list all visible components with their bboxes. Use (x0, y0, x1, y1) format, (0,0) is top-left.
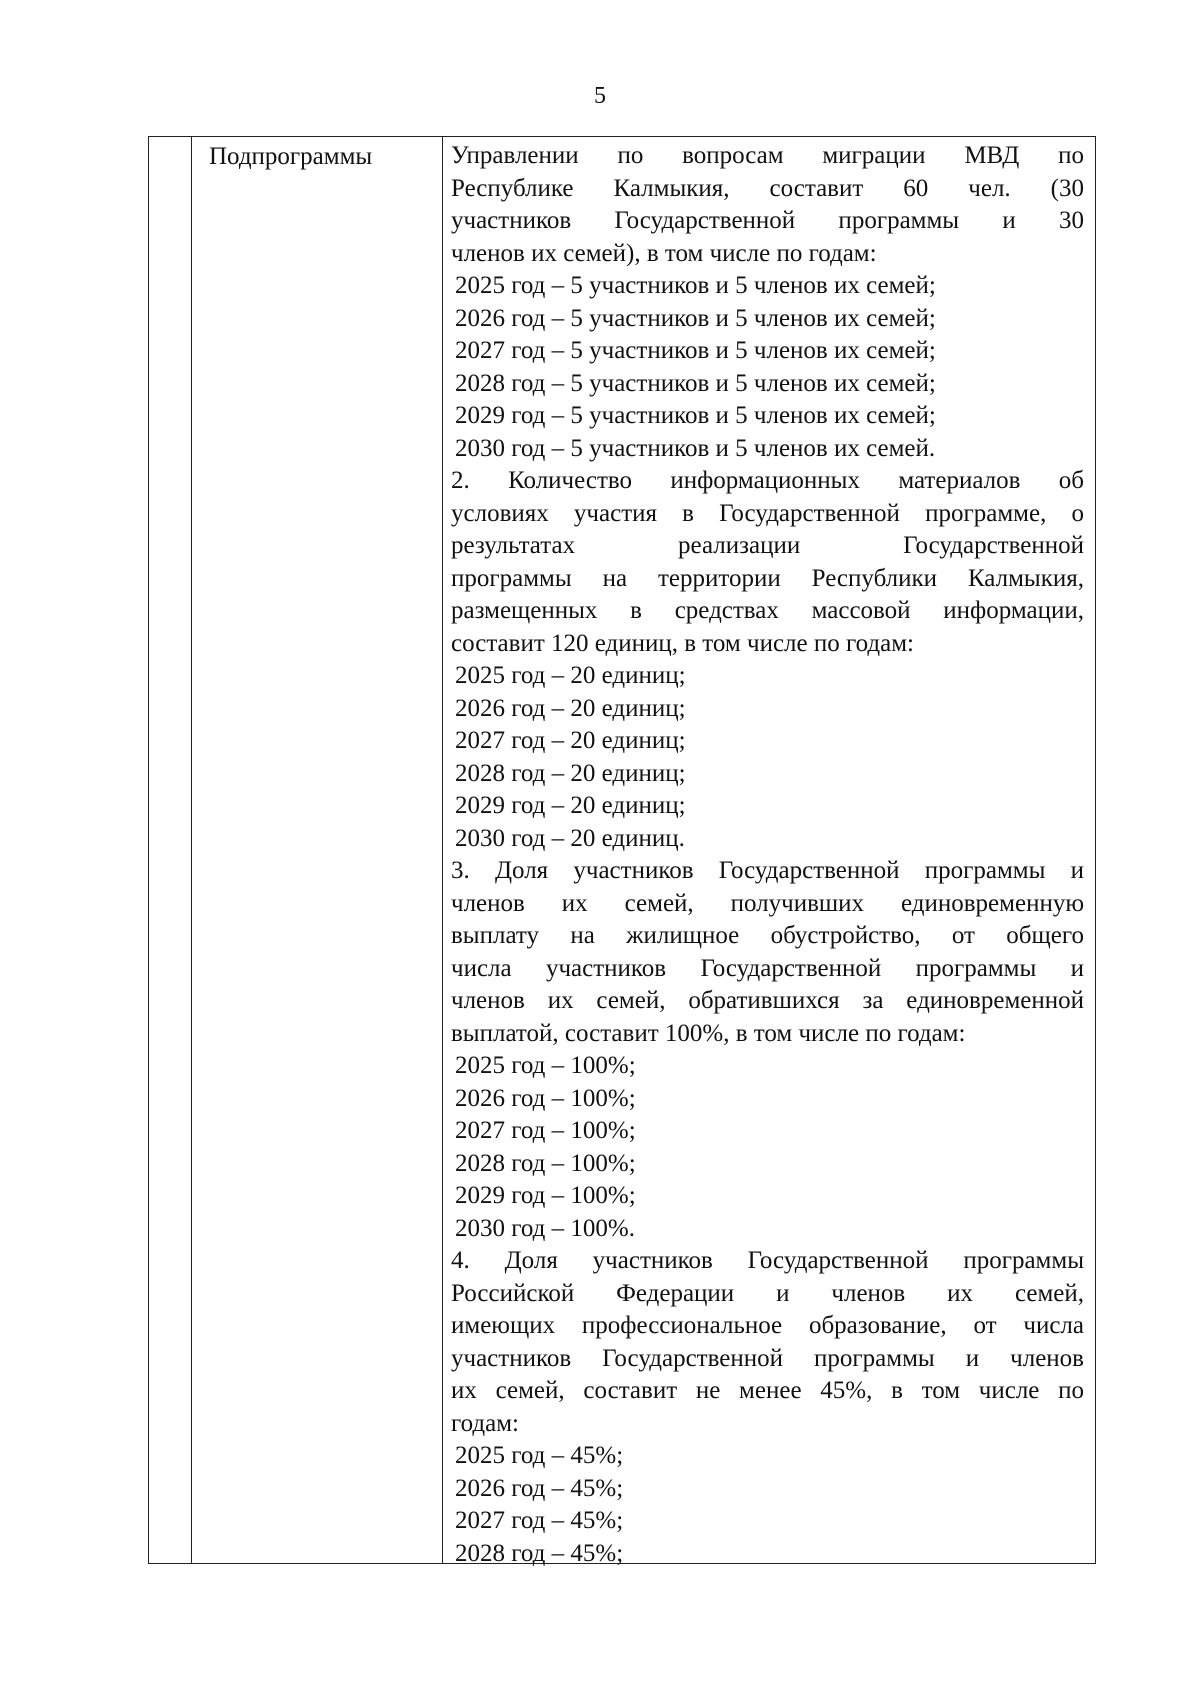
text-line: 4. Доля участников Государственной программы (451, 1247, 1084, 1274)
page-number: 5 (594, 83, 606, 109)
year-line: 2028 год – 100%; (455, 1149, 636, 1177)
text-line: участников Государственной программы и членов (451, 1344, 1084, 1372)
text-line: числа участников Государственной программы и (451, 954, 1084, 982)
text-line: размещенных в средствах массовой информации, (451, 597, 1084, 624)
text-line: результатах реализации Государственной (451, 532, 1084, 559)
cell-content (451, 140, 1084, 1570)
text-line: 2. Количество информационных материалов об (451, 467, 1084, 494)
year-line: 2029 год – 100%; (455, 1182, 636, 1209)
text-line: членов их семей, обратившихся за единовременной (451, 987, 1084, 1014)
year-line: 2030 год – 5 участников и 5 членов их семей. (455, 434, 936, 462)
text-line: выплату на жилищное обустройство, от общего (451, 922, 1084, 949)
text-line: программы на территории Республики Калмыкия, (451, 564, 1084, 592)
column-divider-main (442, 137, 443, 1563)
year-line: 2025 год – 100%; (455, 1052, 636, 1079)
year-line: 2030 год – 100%. (455, 1214, 635, 1242)
year-line: 2026 год – 100%; (455, 1084, 636, 1112)
year-line: 2027 год – 5 участников и 5 членов их семей; (455, 337, 936, 364)
text-line: имеющих профессиональное образование, от числа (451, 1312, 1084, 1339)
text-line: годам: (451, 1409, 519, 1437)
year-line: 2027 год – 20 единиц; (455, 727, 686, 754)
text-line: условиях участия в Государственной программе, о (451, 499, 1084, 527)
text-line: Республике Калмыкия, составит 60 чел. (30 (451, 174, 1084, 202)
document-table (148, 136, 1096, 1567)
text-line: их семей, составит не менее 45%, в том числе по (451, 1377, 1084, 1404)
text-line: членов их семей), в том числе по годам: (451, 239, 877, 267)
text-line: выплатой, составит 100%, в том числе по годам: (451, 1019, 966, 1047)
year-line: 2025 год – 20 единиц; (455, 662, 686, 689)
column-divider-narrow (191, 137, 192, 1563)
year-line: 2028 год – 45%; (455, 1539, 624, 1567)
year-line: 2027 год – 100%; (455, 1117, 636, 1144)
text-line: Российской Федерации и членов их семей, (451, 1279, 1084, 1307)
year-line: 2026 год – 45%; (455, 1474, 624, 1502)
year-line: 2025 год – 45%; (455, 1442, 624, 1469)
row-label: Подпрограммы (209, 143, 373, 170)
year-line: 2029 год – 20 единиц; (455, 792, 686, 819)
year-line: 2027 год – 45%; (455, 1507, 624, 1534)
text-line: 3. Доля участников Государственной программы и (451, 857, 1084, 884)
text-line: участников Государственной программы и 30 (451, 207, 1084, 234)
year-line: 2025 год – 5 участников и 5 членов их семей; (455, 272, 936, 299)
text-line: Управлении по вопросам миграции МВД по (451, 142, 1084, 169)
year-line: 2026 год – 20 единиц; (455, 694, 686, 722)
year-line: 2029 год – 5 участников и 5 членов их семей; (455, 402, 936, 429)
text-line: членов их семей, получивших единовременную (451, 889, 1084, 917)
year-line: 2028 год – 5 участников и 5 членов их семей; (455, 369, 936, 397)
text-line: составит 120 единиц, в том числе по годам: (451, 629, 914, 657)
year-line: 2028 год – 20 единиц; (455, 759, 686, 787)
year-line: 2026 год – 5 участников и 5 членов их семей; (455, 304, 936, 332)
year-line: 2030 год – 20 единиц. (455, 824, 685, 852)
